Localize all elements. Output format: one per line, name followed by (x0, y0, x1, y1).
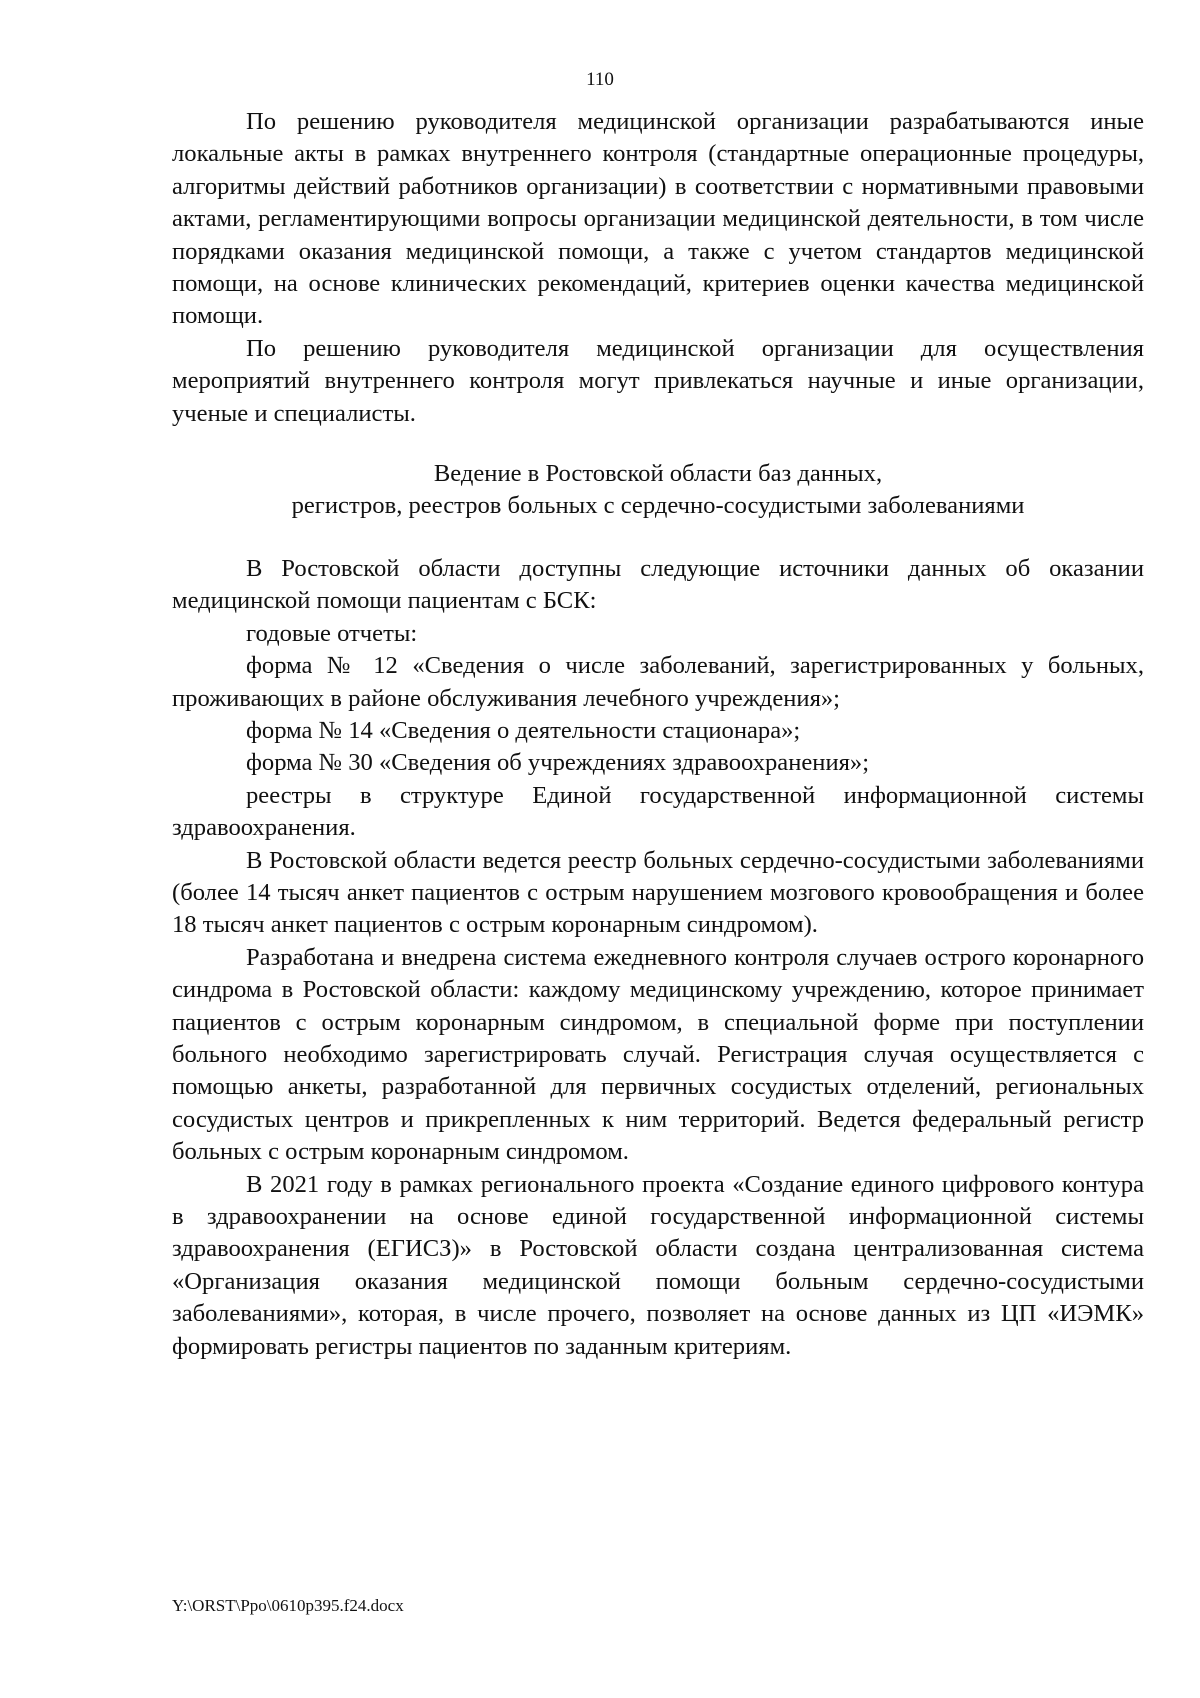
list-item-annual-reports: годовые отчеты: (246, 619, 418, 647)
list-item-form-12: форма № 12 «Сведения о числе заболеваний, зарегистрированных у больных, проживающих в районе обслуживания лечебного учреждения»; (172, 652, 1144, 712)
paragraph-daily-control-system: Разработана и внедрена система ежедневного контроля случаев острого коронарного синдрома в Ростовской области: каждому медицинскому учреждению, которое принимает пациентов с острым коронарным синдромом, в специальной форме при поступлении больного необходимо зарегистрировать случай. Регистрация случая осуществляется с помощью анкеты, разработанной для первичных сосудистых отделений, региональных сосудистых центров и прикрепленных к ним территорий. Ведется федеральный регистр больных с острым коронарным синдромом. (172, 943, 1144, 1166)
paragraph-data-sources: В Ростовской области доступны следующие источники данных об оказании медицинской помощи пациентам с БСК: (172, 554, 1144, 615)
spacer (172, 430, 1144, 458)
page-number: 110 (586, 69, 614, 90)
paragraph-regional-project-2021: В 2021 году в рамках регионального проекта «Создание единого цифрового контура в здравоохранении на основе единой государственной информационной системы здравоохранения (ЕГИСЗ)» в Ростовской области создана централизованная система «Организация оказания медицинской помощи больным сердечно-сосудистыми заболеваниями», которая, в числе прочего, позволяет на основе данных из ЦП «ИЭМК» формировать регистры пациентов по заданным критериям. (172, 1170, 1144, 1360)
list-item-egisz-registries: реестры в структуре Единой государственной информационной системы здравоохранения. (172, 781, 1144, 842)
section-heading-line-1: Ведение в Ростовской области баз данных, (433, 460, 883, 488)
document-body (172, 106, 1144, 1363)
paragraph-external-experts: По решению руководителя медицинской организации для осуществления мероприятий внутреннего контроля могут привлекаться научные и иные организации, ученые и специалисты. (172, 334, 1144, 427)
spacer (172, 523, 1144, 553)
list-item-form-14: форма № 14 «Сведения о деятельности стационара»; (246, 716, 801, 744)
list-item-form-30: форма № 30 «Сведения об учреждениях здравоохранения»; (246, 749, 870, 777)
section-heading-line-2: регистров, реестров больных с сердечно-сосудистыми заболеваниями (291, 492, 1025, 520)
paragraph-local-acts: По решению руководителя медицинской организации разрабатываются иные локальные акты в рамках внутреннего контроля (стандартные операционные процедуры, алгоритмы действий работников организации) в соответствии с нормативными правовыми актами, регламентирующими вопросы организации медицинской деятельности, в том числе порядками оказания медицинской помощи, а также с учетом стандартов медицинской помощи, на основе клинических рекомендаций, критериев оценки качества медицинской помощи. (172, 108, 1144, 330)
paragraph-patient-registry: В Ростовской области ведется реестр больных сердечно-сосудистыми заболеваниями (более 14 тысяч анкет пациентов с острым нарушением мозгового кровообращения и более 18 тысяч анкет пациентов с острым коронарным синдромом). (172, 846, 1144, 939)
footer-file-path: Y:\ORST\Ppo\0610p395.f24.docx (172, 1596, 404, 1615)
